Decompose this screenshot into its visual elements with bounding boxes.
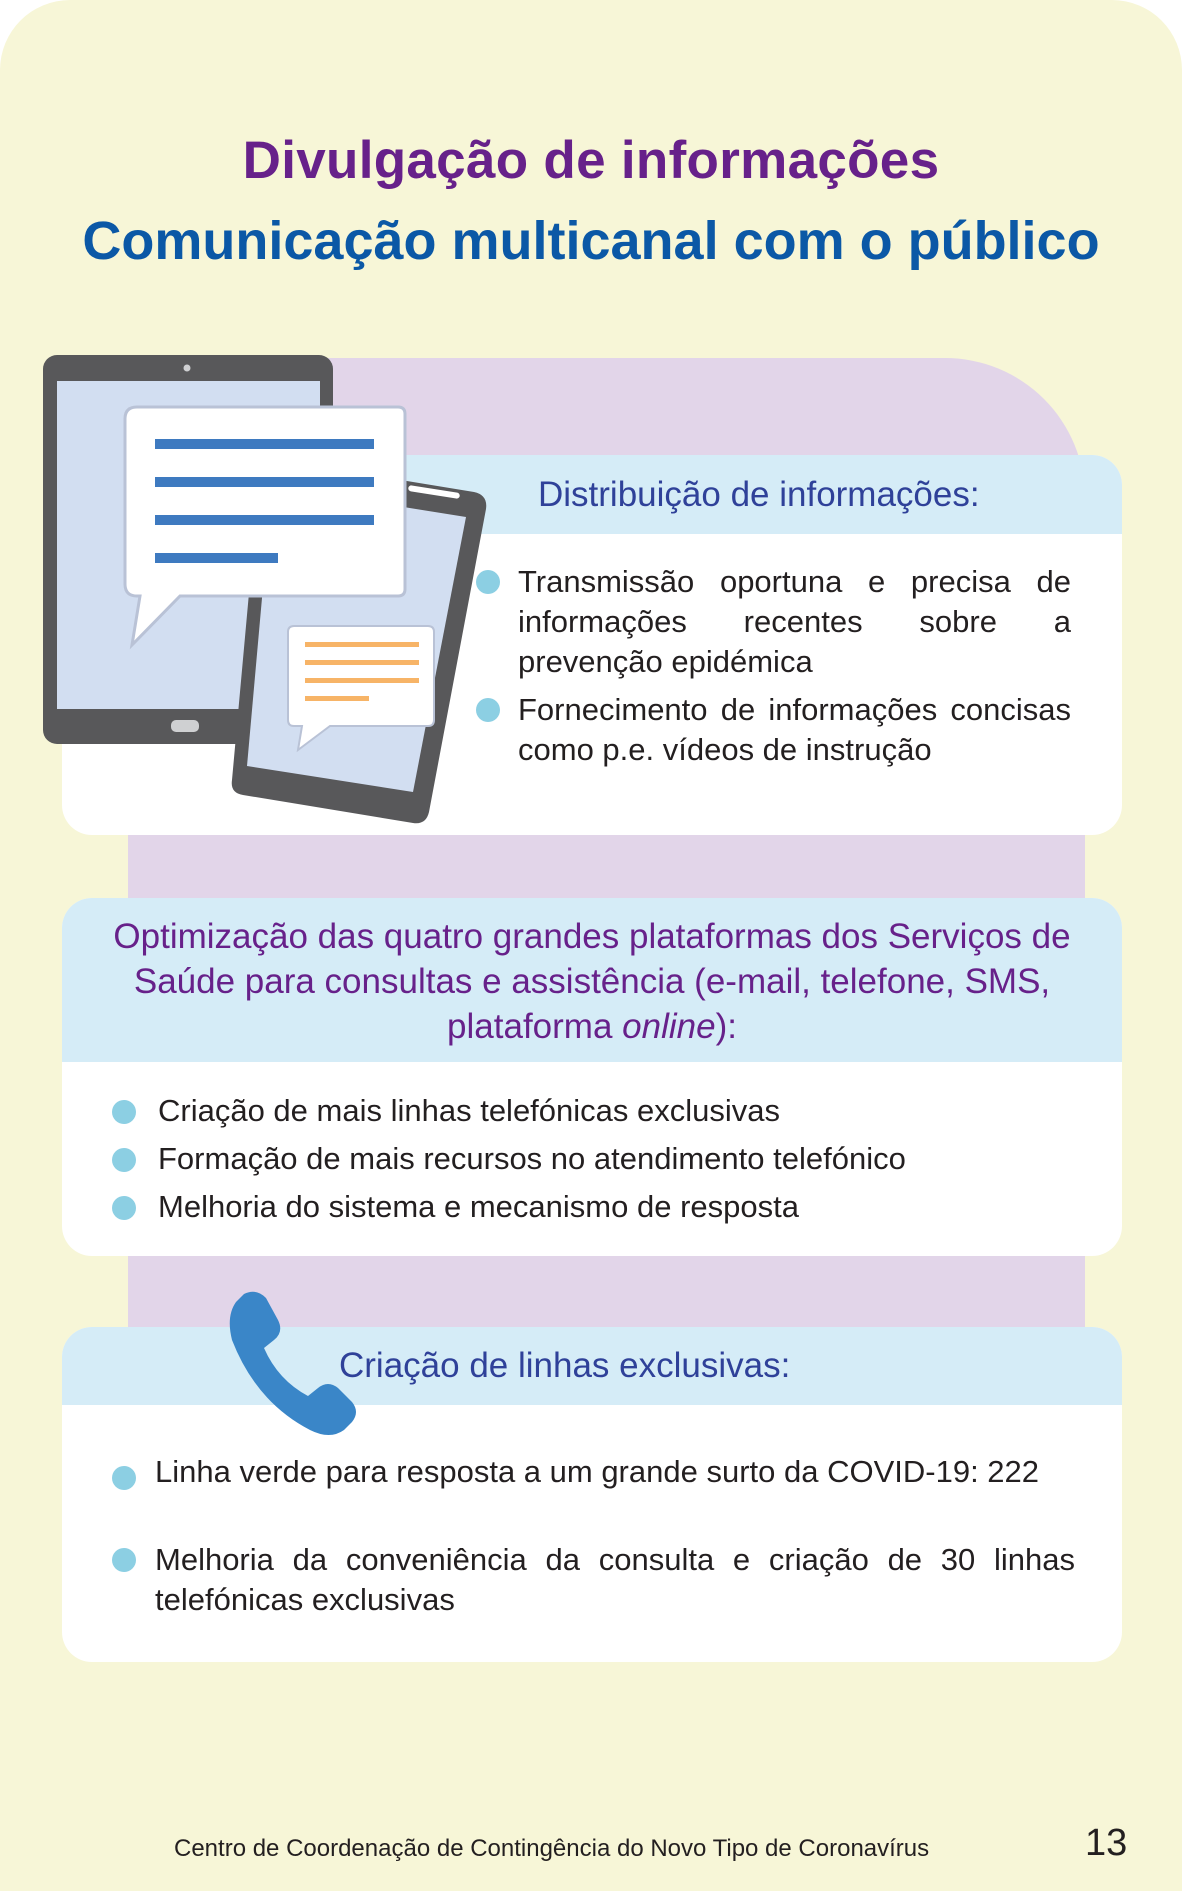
hotlines-heading: Criação de linhas exclusivas:: [339, 1346, 791, 1385]
page-title: Divulgação de informações: [242, 131, 940, 190]
platforms-bullet-2: Formação de mais recursos no atendimento telefónico: [158, 1141, 906, 1176]
page-subtitle: Comunicação multicanal com o público: [82, 211, 1100, 271]
platforms-heading: Optimização das quatro grandes plataformas dos Serviços de Saúde para consultas e assistência (e-mail, telefone, SMS, plataforma: [113, 917, 1071, 1046]
platforms-bullet-3: Melhoria do sistema e mecanismo de resposta: [158, 1189, 799, 1224]
bullet: [112, 1196, 136, 1220]
platforms-card-header: [62, 898, 1122, 1062]
devices-illustration: [40, 352, 500, 827]
hotlines-bullet-2: Melhoria da conveniência da consulta e criação de 30 linhas telefónicas exclusivas: [155, 1542, 1075, 1617]
distribution-bullet-1: Transmissão oportuna e precisa de informações recentes sobre a prevenção epidémica: [518, 564, 1071, 679]
phone-handset-icon: [226, 1290, 358, 1438]
bullet: [112, 1466, 136, 1490]
page-number: 13: [1085, 1822, 1128, 1864]
bullet: [112, 1100, 136, 1124]
bullet: [112, 1548, 136, 1572]
bullet: [112, 1148, 136, 1172]
hotlines-bullet-1: Linha verde para resposta a um grande surto da COVID-19: 222: [155, 1454, 1040, 1489]
distribution-bullet-2: Fornecimento de informações concisas como p.e. vídeos de instrução: [518, 692, 1071, 767]
platforms-bullet-1: Criação de mais linhas telefónicas exclusivas: [158, 1093, 781, 1128]
hotlines-card-header: [62, 1327, 1122, 1405]
platforms-heading-online: online: [622, 1007, 716, 1046]
platforms-heading-end: ):: [715, 1007, 737, 1046]
distribution-heading: Distribuição de informações:: [538, 475, 980, 514]
footer-organization: Centro de Coordenação de Contingência do Novo Tipo de Coronavírus: [174, 1835, 930, 1862]
